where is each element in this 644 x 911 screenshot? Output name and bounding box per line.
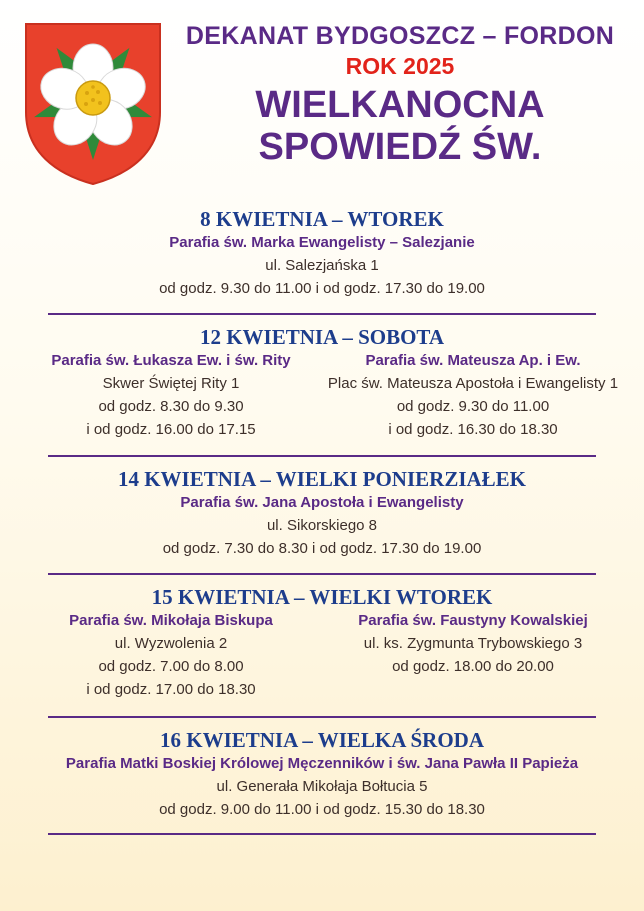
parish-column-right — [322, 610, 624, 701]
section-day-heading: 8 KWIETNIA – WTOREK — [200, 207, 444, 231]
parish-name: Parafia św. Jana Apostoła i Ewangelisty — [180, 494, 464, 511]
parish-address: ul. ks. Zygmunta Trybowskiego 3 — [363, 635, 583, 652]
parish-hours: od godz. 18.00 do 20.00 — [392, 658, 554, 675]
schedule-section-3 — [40, 466, 604, 560]
schedule-section-2 — [40, 324, 619, 441]
parish-address: Plac św. Mateusza Apostoła i Ewangelisty 1 — [327, 375, 619, 392]
parish-hours: od godz. 8.30 do 9.30 — [98, 398, 244, 415]
parish-name: Parafia św. Łukasza Ew. i św. Rity — [51, 352, 291, 369]
section-day-heading: 15 KWIETNIA – WIELKI WTOREK — [151, 585, 493, 609]
header — [180, 20, 620, 168]
parish-hours: od godz. 9.30 do 11.00 — [396, 398, 550, 415]
section-day-heading: 14 KWIETNIA – WIELKI PONIERZIAŁEK — [117, 467, 527, 491]
parish-address: Skwer Świętej Rity 1 — [102, 375, 240, 392]
parish-address: ul. Sikorskiego 8 — [266, 517, 378, 534]
deanery-title: DEKANAT BYDGOSZCZ – FORDON — [185, 22, 615, 50]
section-divider — [48, 313, 596, 315]
parish-name: Parafia św. Faustyny Kowalskiej — [358, 612, 588, 629]
parish-columns — [40, 350, 619, 441]
parish-address: ul. Generała Mikołaja Bołtucia 5 — [216, 778, 428, 795]
section-divider — [48, 716, 596, 718]
parish-hours: od godz. 9.00 do 11.00 i od godz. 15.30 do 18.30 — [159, 801, 485, 818]
parish-column-left — [20, 610, 322, 701]
parish-name: Parafia św. Marka Ewangelisty – Salezjanie — [169, 234, 475, 251]
parish-hours: od godz. 7.30 do 8.30 i od godz. 17.30 do 19.00 — [162, 540, 482, 557]
parish-hours: od godz. 7.00 do 8.00 — [98, 658, 244, 675]
page-title-line-1: WIELKANOCNA — [255, 84, 545, 126]
schedule-section-1 — [40, 206, 604, 300]
parish-hours: i od godz. 16.00 do 17.15 — [86, 421, 256, 438]
parish-name: Parafia św. Mateusza Ap. i Ew. — [365, 352, 581, 369]
parish-column-right — [322, 350, 624, 441]
parish-address: ul. Salezjańska 1 — [265, 257, 379, 274]
parish-columns — [40, 610, 604, 701]
year-label: ROK 2025 — [345, 53, 455, 79]
parish-name: Parafia Matki Boskiej Królowej Męczenników i św. Jana Pawła II Papieża — [65, 755, 579, 772]
schedule-section-5 — [40, 727, 604, 821]
parish-hours: i od godz. 16.30 do 18.30 — [388, 421, 558, 438]
section-divider — [48, 833, 596, 835]
section-divider — [48, 573, 596, 575]
page-title-line-2: SPOWIEDŹ ŚW. — [258, 126, 542, 168]
coat-of-arms-icon — [22, 20, 164, 188]
section-day-heading: 16 KWIETNIA – WIELKA ŚRODA — [159, 728, 485, 752]
section-day-heading: 12 KWIETNIA – SOBOTA — [199, 325, 445, 349]
parish-hours: i od godz. 17.00 do 18.30 — [86, 681, 256, 698]
parish-name: Parafia św. Mikołaja Biskupa — [69, 612, 273, 629]
parish-address: ul. Wyzwolenia 2 — [114, 635, 228, 652]
parish-column-left — [20, 350, 322, 441]
schedule-section-4 — [40, 584, 604, 701]
parish-hours: od godz. 9.30 do 11.00 i od godz. 17.30 do 19.00 — [159, 280, 485, 297]
section-divider — [48, 455, 596, 457]
page-title — [180, 84, 620, 168]
